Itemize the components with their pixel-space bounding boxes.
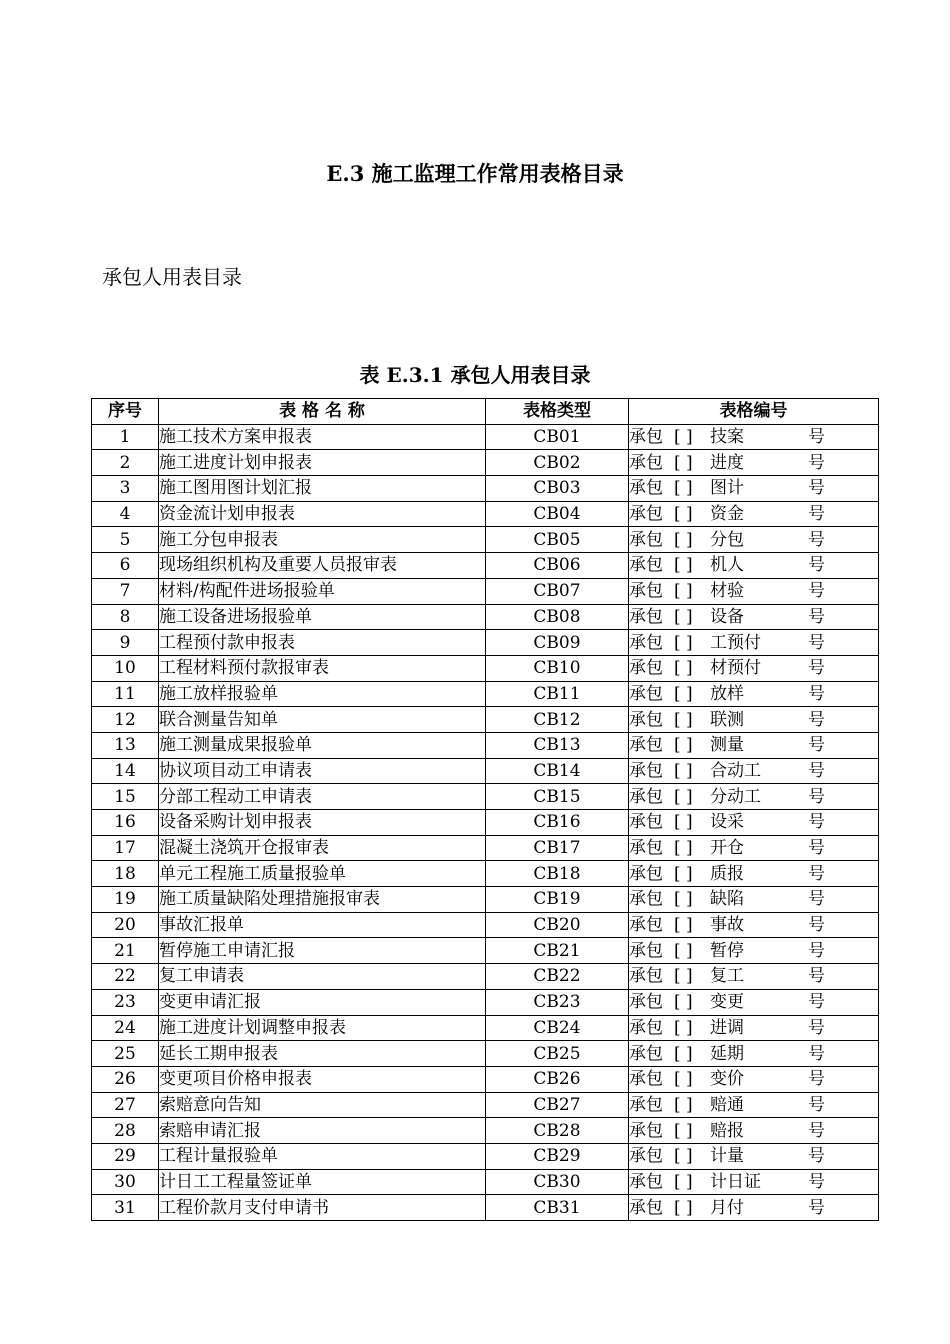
table-row (92, 527, 879, 553)
code-suffix: 号 (808, 606, 825, 627)
code-bracket: [ ] (674, 786, 693, 807)
row-form-code (629, 861, 879, 887)
row-form-code (629, 424, 879, 450)
row-form-name: 复工申请表 (159, 964, 486, 990)
row-form-code (629, 1118, 879, 1144)
row-seq: 15 (92, 784, 159, 810)
row-form-name: 施工图用图计划汇报 (159, 476, 486, 502)
table-row (92, 1066, 879, 1092)
row-form-type: CB18 (486, 861, 629, 887)
row-seq: 30 (92, 1169, 159, 1195)
row-form-type: CB15 (486, 784, 629, 810)
row-form-name: 工程材料预付款报审表 (159, 655, 486, 681)
row-seq: 7 (92, 578, 159, 604)
row-form-type: CB25 (486, 1041, 629, 1067)
row-form-name: 分部工程动工申请表 (159, 784, 486, 810)
row-seq: 3 (92, 476, 159, 502)
code-suffix: 号 (808, 658, 825, 679)
row-form-type: CB03 (486, 476, 629, 502)
code-prefix: 承包 (629, 478, 663, 499)
row-form-code (629, 1195, 879, 1221)
code-abbreviation: 开仓 (710, 838, 744, 859)
row-form-name: 施工测量成果报验单 (159, 732, 486, 758)
row-seq: 8 (92, 604, 159, 630)
row-form-name: 现场组织机构及重要人员报审表 (159, 553, 486, 579)
table-row (92, 861, 879, 887)
code-suffix: 号 (808, 1171, 825, 1192)
code-abbreviation: 计量 (710, 1146, 744, 1167)
row-form-code (629, 835, 879, 861)
table-row (92, 1041, 879, 1067)
row-seq: 18 (92, 861, 159, 887)
row-seq: 23 (92, 989, 159, 1015)
code-abbreviation: 资金 (710, 504, 744, 525)
code-suffix: 号 (808, 478, 825, 499)
row-form-name: 施工放样报验单 (159, 681, 486, 707)
row-form-type: CB23 (486, 989, 629, 1015)
row-seq: 4 (92, 501, 159, 527)
code-suffix: 号 (808, 1017, 825, 1038)
code-bracket: [ ] (674, 529, 693, 550)
row-form-type: CB10 (486, 655, 629, 681)
row-form-type: CB27 (486, 1092, 629, 1118)
code-prefix: 承包 (629, 427, 663, 448)
code-abbreviation: 图计 (710, 478, 744, 499)
code-suffix: 号 (808, 966, 825, 987)
row-form-type: CB28 (486, 1118, 629, 1144)
row-form-code (629, 501, 879, 527)
table-body (92, 424, 879, 1220)
row-form-name: 施工设备进场报验单 (159, 604, 486, 630)
code-suffix: 号 (808, 863, 825, 884)
code-bracket: [ ] (674, 1146, 693, 1167)
table-row (92, 964, 879, 990)
table-row (92, 1118, 879, 1144)
row-form-name: 资金流计划申报表 (159, 501, 486, 527)
code-abbreviation: 缺陷 (710, 889, 744, 910)
table-row (92, 630, 879, 656)
table-row (92, 938, 879, 964)
code-prefix: 承包 (629, 1197, 663, 1218)
code-bracket: [ ] (674, 1197, 693, 1218)
header-code: 表格编号 (629, 399, 879, 425)
row-form-type: CB09 (486, 630, 629, 656)
row-form-code (629, 527, 879, 553)
row-form-name: 材料/构配件进场报验单 (159, 578, 486, 604)
row-form-code (629, 681, 879, 707)
row-form-name: 设备采购计划申报表 (159, 810, 486, 836)
row-form-name: 施工进度计划调整申报表 (159, 1015, 486, 1041)
code-prefix: 承包 (629, 1094, 663, 1115)
code-abbreviation: 工预付 (710, 632, 761, 653)
code-prefix: 承包 (629, 504, 663, 525)
row-seq: 25 (92, 1041, 159, 1067)
code-bracket: [ ] (674, 735, 693, 756)
code-bracket: [ ] (674, 478, 693, 499)
code-suffix: 号 (808, 889, 825, 910)
code-suffix: 号 (808, 992, 825, 1013)
row-form-name: 工程计量报验单 (159, 1143, 486, 1169)
table-row (92, 1015, 879, 1041)
header-seq: 序号 (92, 399, 159, 425)
code-suffix: 号 (808, 504, 825, 525)
table-row (92, 810, 879, 836)
code-prefix: 承包 (629, 812, 663, 833)
row-form-code (629, 1041, 879, 1067)
row-seq: 14 (92, 758, 159, 784)
code-abbreviation: 材预付 (710, 658, 761, 679)
code-bracket: [ ] (674, 1171, 693, 1192)
code-abbreviation: 设备 (710, 606, 744, 627)
code-prefix: 承包 (629, 863, 663, 884)
table-row (92, 912, 879, 938)
row-seq: 10 (92, 655, 159, 681)
row-seq: 17 (92, 835, 159, 861)
row-form-name: 混凝土浇筑开仓报审表 (159, 835, 486, 861)
code-prefix: 承包 (629, 940, 663, 961)
row-form-code (629, 784, 879, 810)
code-abbreviation: 变更 (710, 992, 744, 1013)
row-form-type: CB01 (486, 424, 629, 450)
code-prefix: 承包 (629, 786, 663, 807)
code-suffix: 号 (808, 1043, 825, 1064)
code-suffix: 号 (808, 555, 825, 576)
code-suffix: 号 (808, 709, 825, 730)
row-form-type: CB19 (486, 887, 629, 913)
row-seq: 13 (92, 732, 159, 758)
code-abbreviation: 技案 (710, 427, 744, 448)
row-form-name: 索赔申请汇报 (159, 1118, 486, 1144)
code-suffix: 号 (808, 1120, 825, 1141)
row-form-code (629, 1143, 879, 1169)
row-form-code (629, 912, 879, 938)
code-abbreviation: 复工 (710, 966, 744, 987)
code-abbreviation: 事故 (710, 915, 744, 936)
row-form-type: CB22 (486, 964, 629, 990)
code-bracket: [ ] (674, 606, 693, 627)
row-form-type: CB11 (486, 681, 629, 707)
table-row (92, 655, 879, 681)
code-suffix: 号 (808, 940, 825, 961)
row-form-name: 施工技术方案申报表 (159, 424, 486, 450)
row-seq: 31 (92, 1195, 159, 1221)
row-form-code (629, 630, 879, 656)
table-row (92, 604, 879, 630)
code-prefix: 承包 (629, 555, 663, 576)
code-prefix: 承包 (629, 1146, 663, 1167)
table-row (92, 707, 879, 733)
code-bracket: [ ] (674, 709, 693, 730)
code-prefix: 承包 (629, 1171, 663, 1192)
code-abbreviation: 变价 (710, 1069, 744, 1090)
table-row (92, 476, 879, 502)
code-suffix: 号 (808, 1146, 825, 1167)
row-seq: 29 (92, 1143, 159, 1169)
row-form-name: 变更项目价格申报表 (159, 1066, 486, 1092)
code-suffix: 号 (808, 760, 825, 781)
row-form-type: CB21 (486, 938, 629, 964)
code-abbreviation: 进度 (710, 452, 744, 473)
row-form-type: CB17 (486, 835, 629, 861)
code-bracket: [ ] (674, 632, 693, 653)
code-bracket: [ ] (674, 1094, 693, 1115)
code-abbreviation: 分包 (710, 529, 744, 550)
row-form-name: 施工分包申报表 (159, 527, 486, 553)
code-prefix: 承包 (629, 683, 663, 704)
row-form-name: 工程预付款申报表 (159, 630, 486, 656)
code-prefix: 承包 (629, 452, 663, 473)
code-abbreviation: 机人 (710, 555, 744, 576)
row-seq: 19 (92, 887, 159, 913)
code-bracket: [ ] (674, 838, 693, 859)
code-suffix: 号 (808, 1197, 825, 1218)
row-form-type: CB07 (486, 578, 629, 604)
row-form-code (629, 887, 879, 913)
code-prefix: 承包 (629, 1069, 663, 1090)
code-prefix: 承包 (629, 966, 663, 987)
table-header-row (92, 399, 879, 425)
row-form-code (629, 758, 879, 784)
row-form-type: CB30 (486, 1169, 629, 1195)
row-seq: 28 (92, 1118, 159, 1144)
row-form-type: CB24 (486, 1015, 629, 1041)
code-abbreviation: 暂停 (710, 940, 744, 961)
code-suffix: 号 (808, 735, 825, 756)
table-row (92, 1143, 879, 1169)
code-prefix: 承包 (629, 581, 663, 602)
row-form-code (629, 476, 879, 502)
code-bracket: [ ] (674, 992, 693, 1013)
row-seq: 26 (92, 1066, 159, 1092)
row-form-code (629, 707, 879, 733)
row-seq: 22 (92, 964, 159, 990)
code-suffix: 号 (808, 1069, 825, 1090)
row-form-name: 施工质量缺陷处理措施报审表 (159, 887, 486, 913)
code-suffix: 号 (808, 529, 825, 550)
code-prefix: 承包 (629, 760, 663, 781)
row-form-code (629, 1092, 879, 1118)
code-bracket: [ ] (674, 683, 693, 704)
row-form-type: CB26 (486, 1066, 629, 1092)
code-bracket: [ ] (674, 581, 693, 602)
row-form-code (629, 1015, 879, 1041)
code-bracket: [ ] (674, 1120, 693, 1141)
contractor-forms-table (91, 398, 879, 1221)
code-suffix: 号 (808, 838, 825, 859)
row-form-type: CB16 (486, 810, 629, 836)
code-bracket: [ ] (674, 504, 693, 525)
row-form-code (629, 578, 879, 604)
row-form-name: 工程价款月支付申请书 (159, 1195, 486, 1221)
row-form-name: 计日工工程量签证单 (159, 1169, 486, 1195)
row-form-name: 延长工期申报表 (159, 1041, 486, 1067)
code-prefix: 承包 (629, 1017, 663, 1038)
code-prefix: 承包 (629, 529, 663, 550)
code-bracket: [ ] (674, 1017, 693, 1038)
row-form-type: CB12 (486, 707, 629, 733)
row-seq: 16 (92, 810, 159, 836)
table-row (92, 758, 879, 784)
row-seq: 12 (92, 707, 159, 733)
code-prefix: 承包 (629, 658, 663, 679)
table-row (92, 681, 879, 707)
code-prefix: 承包 (629, 606, 663, 627)
table-row (92, 450, 879, 476)
row-form-type: CB14 (486, 758, 629, 784)
code-bracket: [ ] (674, 452, 693, 473)
row-form-name: 索赔意向告知 (159, 1092, 486, 1118)
code-prefix: 承包 (629, 992, 663, 1013)
code-prefix: 承包 (629, 735, 663, 756)
row-seq: 2 (92, 450, 159, 476)
table-row (92, 989, 879, 1015)
header-name: 表 格 名 称 (159, 399, 486, 425)
table-row (92, 578, 879, 604)
row-form-type: CB02 (486, 450, 629, 476)
row-form-code (629, 655, 879, 681)
row-form-type: CB31 (486, 1195, 629, 1221)
code-suffix: 号 (808, 581, 825, 602)
code-suffix: 号 (808, 786, 825, 807)
code-suffix: 号 (808, 632, 825, 653)
row-seq: 1 (92, 424, 159, 450)
table-row (92, 501, 879, 527)
row-form-code (629, 732, 879, 758)
table-row (92, 732, 879, 758)
header-type: 表格类型 (486, 399, 629, 425)
row-form-code (629, 964, 879, 990)
code-abbreviation: 放样 (710, 683, 744, 704)
row-form-code (629, 810, 879, 836)
row-form-name: 变更申请汇报 (159, 989, 486, 1015)
table-caption: 表 E.3.1 承包人用表目录 (359, 363, 591, 387)
page-title: E.3 施工监理工作常用表格目录 (326, 161, 624, 186)
row-form-type: CB29 (486, 1143, 629, 1169)
code-prefix: 承包 (629, 1120, 663, 1141)
table-row (92, 784, 879, 810)
code-abbreviation: 联测 (710, 709, 744, 730)
code-abbreviation: 分动工 (710, 786, 761, 807)
row-form-code (629, 1066, 879, 1092)
code-bracket: [ ] (674, 889, 693, 910)
code-abbreviation: 材验 (710, 581, 744, 602)
code-suffix: 号 (808, 915, 825, 936)
code-bracket: [ ] (674, 966, 693, 987)
row-form-name: 单元工程施工质量报验单 (159, 861, 486, 887)
row-seq: 20 (92, 912, 159, 938)
code-abbreviation: 赔通 (710, 1094, 744, 1115)
row-form-name: 事故汇报单 (159, 912, 486, 938)
code-bracket: [ ] (674, 658, 693, 679)
code-prefix: 承包 (629, 1043, 663, 1064)
code-prefix: 承包 (629, 838, 663, 859)
code-abbreviation: 设采 (710, 812, 744, 833)
code-bracket: [ ] (674, 760, 693, 781)
table-row (92, 1195, 879, 1221)
row-seq: 11 (92, 681, 159, 707)
code-prefix: 承包 (629, 889, 663, 910)
code-abbreviation: 计日证 (710, 1171, 761, 1192)
row-form-name: 联合测量告知单 (159, 707, 486, 733)
code-suffix: 号 (808, 452, 825, 473)
section-heading: 承包人用表目录 (102, 265, 242, 289)
code-prefix: 承包 (629, 915, 663, 936)
code-abbreviation: 月付 (710, 1197, 744, 1218)
row-form-type: CB06 (486, 553, 629, 579)
row-form-type: CB13 (486, 732, 629, 758)
row-form-code (629, 553, 879, 579)
row-form-type: CB20 (486, 912, 629, 938)
table-row (92, 887, 879, 913)
row-form-code (629, 450, 879, 476)
row-form-type: CB04 (486, 501, 629, 527)
code-suffix: 号 (808, 683, 825, 704)
code-suffix: 号 (808, 812, 825, 833)
code-bracket: [ ] (674, 863, 693, 884)
row-seq: 9 (92, 630, 159, 656)
code-abbreviation: 质报 (710, 863, 744, 884)
code-bracket: [ ] (674, 1043, 693, 1064)
row-form-code (629, 604, 879, 630)
code-bracket: [ ] (674, 915, 693, 936)
row-form-type: CB05 (486, 527, 629, 553)
row-form-code (629, 989, 879, 1015)
row-seq: 5 (92, 527, 159, 553)
code-abbreviation: 合动工 (710, 760, 761, 781)
code-bracket: [ ] (674, 1069, 693, 1090)
row-form-code (629, 938, 879, 964)
row-seq: 27 (92, 1092, 159, 1118)
table-row (92, 835, 879, 861)
row-form-name: 协议项目动工申请表 (159, 758, 486, 784)
code-abbreviation: 赔报 (710, 1120, 744, 1141)
code-abbreviation: 测量 (710, 735, 744, 756)
table-row (92, 1092, 879, 1118)
code-suffix: 号 (808, 427, 825, 448)
code-bracket: [ ] (674, 555, 693, 576)
table-row (92, 424, 879, 450)
row-form-name: 施工进度计划申报表 (159, 450, 486, 476)
row-seq: 21 (92, 938, 159, 964)
table-row (92, 1169, 879, 1195)
code-suffix: 号 (808, 1094, 825, 1115)
table-row (92, 553, 879, 579)
row-seq: 24 (92, 1015, 159, 1041)
row-form-type: CB08 (486, 604, 629, 630)
code-bracket: [ ] (674, 812, 693, 833)
row-seq: 6 (92, 553, 159, 579)
code-bracket: [ ] (674, 940, 693, 961)
row-form-name: 暂停施工申请汇报 (159, 938, 486, 964)
code-abbreviation: 延期 (710, 1043, 744, 1064)
code-prefix: 承包 (629, 632, 663, 653)
code-abbreviation: 进调 (710, 1017, 744, 1038)
code-prefix: 承包 (629, 709, 663, 730)
code-bracket: [ ] (674, 427, 693, 448)
row-form-code (629, 1169, 879, 1195)
